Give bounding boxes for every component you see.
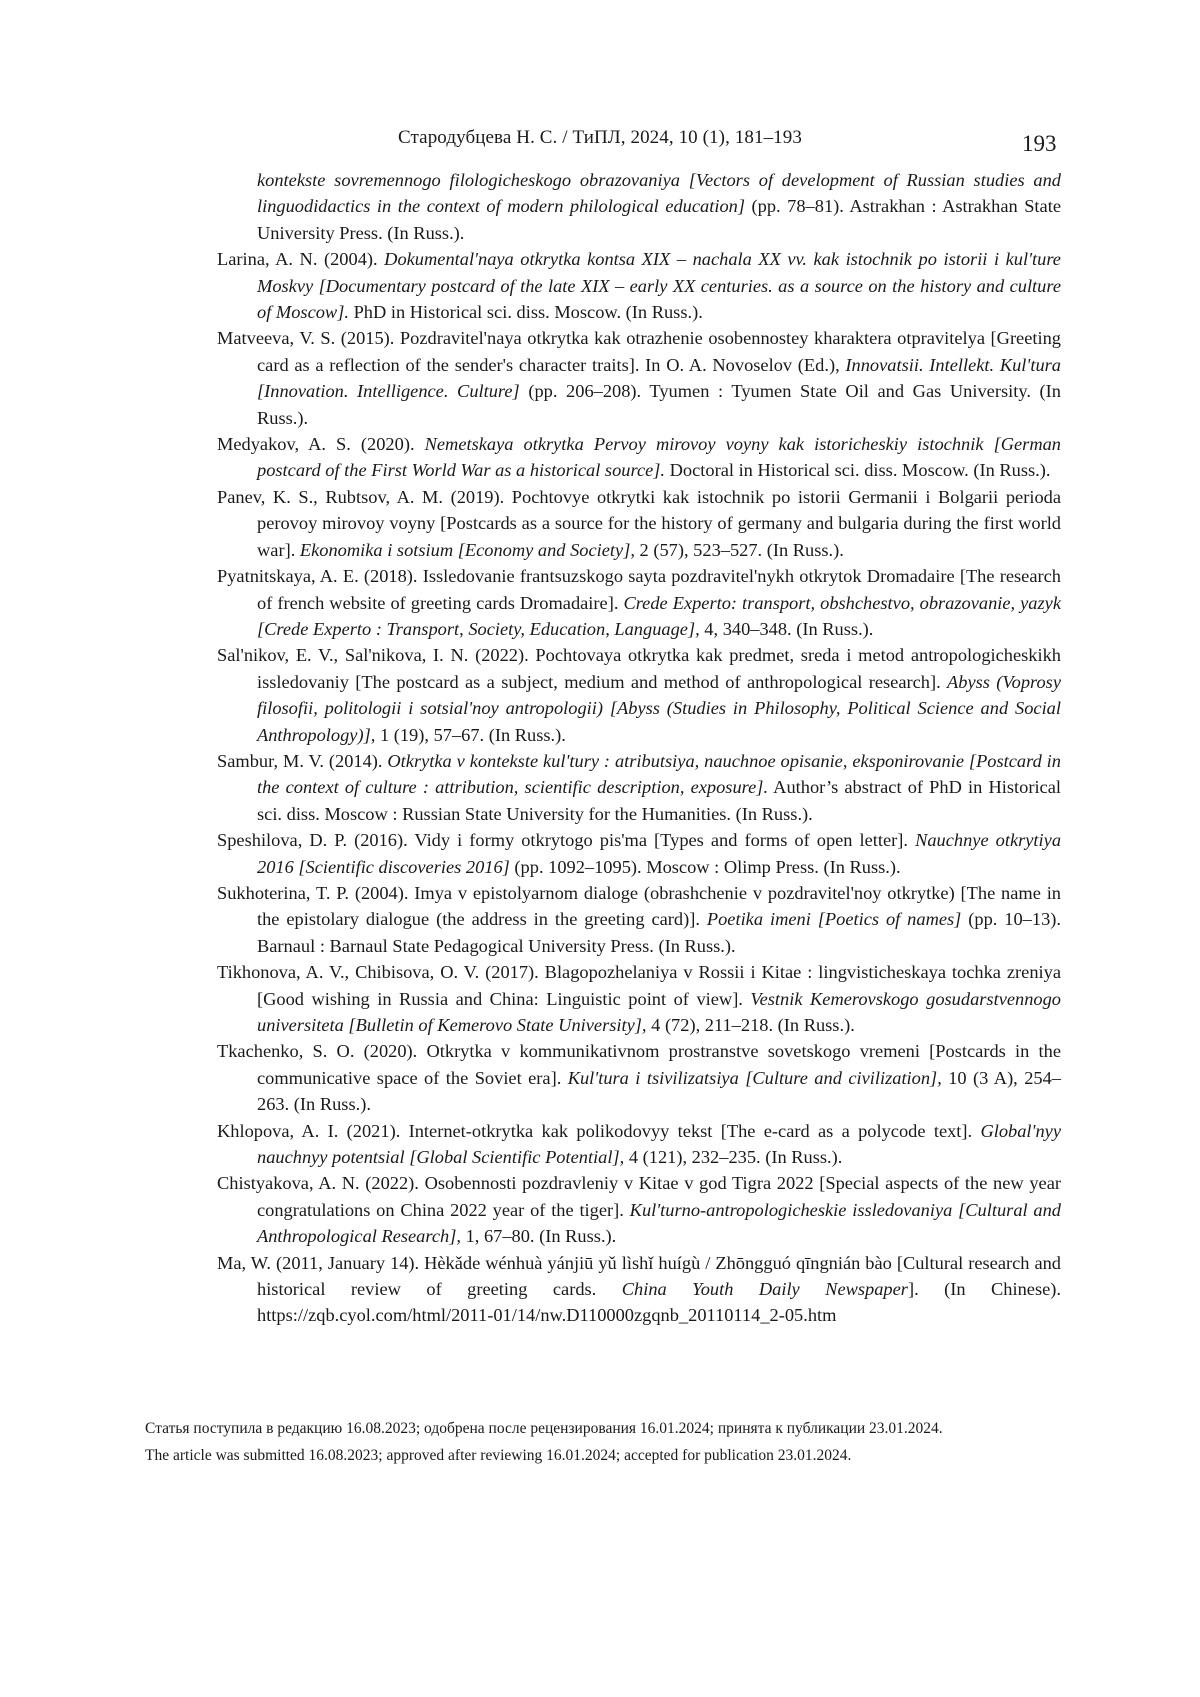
ref-lead: Sal'nikov, E. V., Sal'nikova, I. N. (2022). Pochtovaya otkrytka kak predmet, sreda i metod antropologicheskikh issledovaniy [The postcard as a subject, medium and method of anthropological research]. bbox=[217, 645, 1061, 692]
running-head: Стародубцева Н. С. / ТиПЛ, 2024, 10 (1), 181–193 bbox=[398, 127, 802, 148]
ref-title: kontekste sovremennogo filologicheskogo obrazovaniya [Vectors of development of Russian studies and linguodidactics in the context of modern philological education] bbox=[257, 170, 1061, 217]
page-header bbox=[0, 127, 1200, 167]
ref-lead: Medyakov, A. S. (2020). bbox=[217, 434, 425, 455]
ref-tail: 4, 340–348. (In Russ.). bbox=[699, 618, 874, 639]
reference-item bbox=[217, 959, 1061, 1038]
ref-lead: Larina, A. N. (2004). bbox=[217, 249, 385, 270]
ref-title: Global'nyy nauchnyy potentsial [Global Scientific Potential], bbox=[257, 1120, 1061, 1168]
reference-item bbox=[217, 1170, 1061, 1249]
ref-title: Nemetskaya otkrytka Pervoy mirovoy voyny kak istoricheskiy istochnik [German postcard of the First World War as a historical source]. bbox=[257, 434, 1061, 481]
ref-lead: Pyatnitskaya, A. E. (2018). Issledovanie frantsuzskogo sayta pozdravitel'nykh otkrytok Dromadaire [The research of french website of greeting cards Dromadaire]. bbox=[217, 566, 1061, 613]
page-number: 193 bbox=[1022, 131, 1057, 156]
ref-lead: Speshilova, D. P. (2016). Vidy i formy otkrytogo pis'ma [Types and forms of open letter]. bbox=[217, 830, 916, 851]
ref-title: Vestnik Kemerovskogo gosudarstvennogo universiteta [Bulletin of Kemerovo State University], bbox=[257, 988, 1061, 1035]
ref-tail: Doctoral in Historical sci. diss. Moscow. (In Russ.). bbox=[665, 460, 1051, 481]
ref-lead: Tikhonova, A. V., Chibisova, O. V. (2017). Blagopozhelaniya v Rossii i Kitae : lingvisticheskaya tochka zreniya [Good wishing in Russia and China: Linguistic point of view]. bbox=[217, 962, 1061, 1009]
ref-lead: Ma, W. (2011, January 14). Hèkǎde wénhuà yánjiū yǔ lìshǐ huígù / Zhōngguó qīngnián bào [Cultural research and historical review of greeting cards. bbox=[217, 1252, 1061, 1300]
submission-note-ru: Статья поступила в редакцию 16.08.2023; одобрена после рецензирования 16.01.2024; принята к публикации 23.01.2024. bbox=[145, 1420, 943, 1437]
ref-title: China Youth Daily Newspaper bbox=[621, 1279, 908, 1300]
reference-item bbox=[217, 484, 1061, 563]
reference-item bbox=[217, 563, 1061, 642]
reference-item bbox=[217, 748, 1061, 827]
ref-title: Poetika imeni [Poetics of names] bbox=[706, 909, 962, 930]
reference-item bbox=[217, 325, 1061, 431]
ref-title: Otkrytka v kontekste kul'tury : atributsiya, nauchnoe opisanie, eksponirovanie [Postcard in the context of culture : attribution, scientific description, exposure]. bbox=[257, 750, 1061, 798]
ref-lead: Sambur, M. V. (2014). bbox=[217, 750, 388, 771]
ref-title: Ekonomika i sotsium [Economy and Society], bbox=[299, 539, 635, 560]
ref-tail: 1, 67–80. (In Russ.). bbox=[460, 1226, 617, 1247]
ref-tail: Author’s abstract of PhD in Historical sci. diss. Moscow : Russian State University for the Humanities. (In Russ.). bbox=[257, 777, 1061, 824]
ref-lead: Matveeva, V. S. (2015). Pozdravitel'naya otkrytka kak otrazhenie osobennostey kharaktera otpravitelya [Greeting card as a reflection of the sender's character traits]. In O. A. Novoselov (Ed.), bbox=[217, 328, 1061, 375]
ref-tail: (pp. 1092–1095). Moscow : Olimp Press. (In Russ.). bbox=[509, 856, 901, 877]
reference-item bbox=[217, 827, 1061, 880]
ref-tail: (pp. 206–208). Tyumen : Tyumen State Oil and Gas University. (In Russ.). bbox=[257, 381, 1061, 428]
ref-tail: PhD in Historical sci. diss. Moscow. (In Russ.). bbox=[348, 302, 703, 323]
ref-tail: (pp. 78–81). Astrakhan : Astrakhan State University Press. (In Russ.). bbox=[257, 196, 1061, 243]
ref-title: Dokumental'naya otkrytka kontsa XIX – nachala XX vv. kak istochnik po istorii i kul'ture Moskvy [Documentary postcard of the late XIX – early XX centuries. as a source on the history and culture of Moscow]. bbox=[257, 249, 1061, 323]
ref-title: Kul'turno-antropologicheskie issledovaniya [Cultural and Anthropological Research], bbox=[257, 1199, 1061, 1247]
ref-tail: (pp. 10–13). Barnaul : Barnaul State Pedagogical University Press. (In Russ.). bbox=[257, 909, 1061, 956]
ref-title: Kul'tura i tsivilizatsiya [Culture and civilization], bbox=[567, 1067, 942, 1088]
ref-lead: Sukhoterina, T. P. (2004). Imya v epistolyarnom dialoge (obrashchenie v pozdravitel'noy otkrytke) [The name in the epistolary dialogue (the address in the greeting card)]. bbox=[217, 882, 1061, 930]
submission-notes bbox=[145, 1415, 1105, 1469]
ref-title: Innovatsii. Intellekt. Kul'tura [Innovation. Intelligence. Culture] bbox=[257, 354, 1062, 402]
submission-note-en: The article was submitted 16.08.2023; approved after reviewing 16.01.2024; accepted for publication 23.01.2024. bbox=[145, 1447, 852, 1464]
ref-tail: 10 (3 A), 254–263. (In Russ.). bbox=[257, 1067, 1061, 1115]
ref-title: Abyss (Voprosy filosofii, politologii i sotsial'noy antropologii) [Abyss (Studies in Philosophy, Political Science and Social Anthropology)], bbox=[257, 671, 1062, 745]
ref-tail: 4 (72), 211–218. (In Russ.). bbox=[646, 1015, 855, 1035]
reference-item bbox=[217, 1250, 1061, 1329]
ref-lead: Tkachenko, S. O. (2020). Otkrytka v kommunikativnom prostranstve sovetskogo vremeni [Postcards in the communicative space of the Soviet era]. bbox=[217, 1041, 1061, 1088]
reference-item bbox=[217, 880, 1061, 959]
reference-item bbox=[217, 1038, 1061, 1117]
ref-lead: Khlopova, A. I. (2021). Internet-otkrytka kak polikodovyy tekst [The e-card as a polycode text]. bbox=[217, 1120, 981, 1141]
ref-tail: 4 (121), 232–235. (In Russ.). bbox=[624, 1147, 843, 1168]
ref-tail: 2 (57), 523–527. (In Russ.). bbox=[634, 539, 844, 560]
reference-item bbox=[217, 642, 1061, 748]
ref-tail: 1 (19), 57–67. (In Russ.). bbox=[375, 724, 566, 745]
ref-lead: Chistyakova, A. N. (2022). Osobennosti pozdravleniy v Kitae v god Tigra 2022 [Special aspects of the new year congratulations on China 2022 year of the tiger]. bbox=[217, 1173, 1061, 1220]
ref-title: Crede Experto: transport, obshchestvo, obrazovanie, yazyk [Crede Experto : Transport, Society, Education, Language], bbox=[257, 592, 1061, 639]
ref-lead: Panev, K. S., Rubtsov, A. M. (2019). Pochtovye otkrytki kak istochnik po istorii Germanii i Bolgarii perioda perovoy mirovoy voyny [Postcards as a source for the history of germany and bulgaria during the first world war]. bbox=[217, 486, 1061, 560]
ref-title: Nauchnye otkrytiya 2016 [Scientific discoveries 2016] bbox=[257, 830, 1062, 877]
reference-item bbox=[217, 431, 1061, 484]
reference-item bbox=[217, 1118, 1061, 1171]
reference-list bbox=[217, 167, 1061, 1329]
ref-tail: ]. (In Chinese). https://zqb.cyol.com/html/2011-01/14/nw.D110000zgqnb_20110114_2-05.htm bbox=[257, 1279, 1062, 1326]
reference-item bbox=[217, 167, 1061, 246]
reference-item bbox=[217, 246, 1061, 325]
